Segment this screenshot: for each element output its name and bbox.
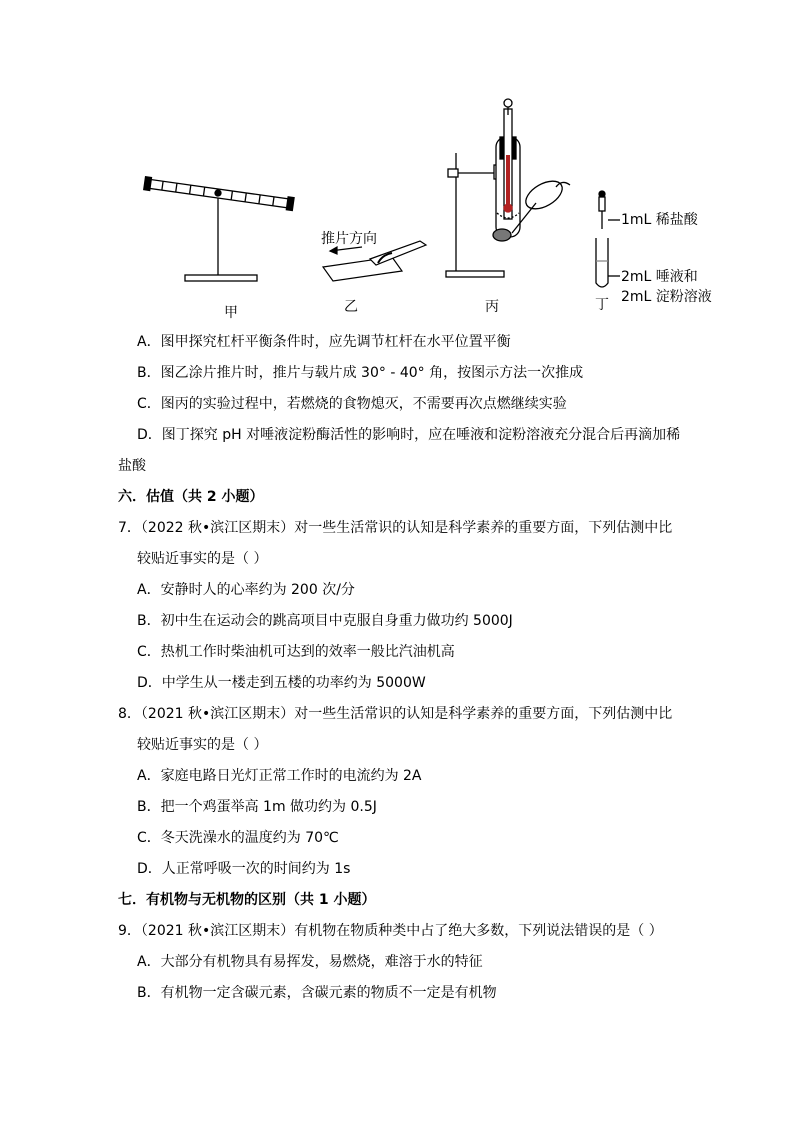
label-bing: 丙 xyxy=(485,299,499,315)
q9-stem: 9．（2021 秋•滨江区期末）有机物在物质种类中占了绝大多数，下列说法错误的是（ ） xyxy=(118,923,663,939)
q6-option-a: A．图甲探究杠杆平衡条件时，应先调节杠杆在水平位置平衡 xyxy=(137,334,511,350)
q6-option-c: C．图丙的实验过程中，若燃烧的食物熄灭，不需要再次点燃继续实验 xyxy=(137,396,567,412)
saliva-label: 2mL 唾液和 xyxy=(621,269,698,285)
experiment-figure xyxy=(130,95,710,325)
q6-option-b: B．图乙涂片推片时，推片与载片成 30° - 40° 角，按图示方法一次推成 xyxy=(137,365,584,381)
q6-option-d-continued: 盐酸 xyxy=(118,458,146,474)
q7-stem: 7．（2022 秋•滨江区期末）对一些生活常识的认知是科学素养的重要方面，下列估测中比 xyxy=(118,520,673,536)
q7-option-d: D．中学生从一楼走到五楼的功率约为 5000W xyxy=(137,675,426,691)
q7-stem-continued: 较贴近事实的是（ ） xyxy=(137,551,268,567)
hcl-label: 1mL 稀盐酸 xyxy=(621,212,698,228)
label-jia: 甲 xyxy=(224,305,238,321)
q8-option-d: D．人正常呼吸一次的时间约为 1s xyxy=(137,861,351,877)
q9-option-a: A．大部分有机物具有易挥发，易燃烧，难溶于水的特征 xyxy=(137,954,483,970)
q8-option-b: B．把一个鸡蛋举高 1m 做功约为 0.5J xyxy=(137,799,377,815)
smear-slides xyxy=(323,241,426,281)
starch-label: 2mL 淀粉溶液 xyxy=(621,289,712,305)
label-yi: 乙 xyxy=(344,299,358,315)
q7-option-a: A．安静时人的心率约为 200 次/分 xyxy=(137,582,355,598)
q7-option-b: B．初中生在运动会的跳高项目中克服自身重力做功约 5000J xyxy=(137,613,513,629)
q8-stem: 8．（2021 秋•滨江区期末）对一些生活常识的认知是科学素养的重要方面，下列估测中比 xyxy=(118,706,673,722)
section-6-heading: 六．估值（共 2 小题） xyxy=(118,489,264,505)
q8-stem-continued: 较贴近事实的是（ ） xyxy=(137,737,268,753)
dropper-and-tube xyxy=(596,191,620,287)
push-direction-label: 推片方向 xyxy=(321,231,377,247)
q7-option-c: C．热机工作时柴油机可达到的效率一般比汽油机高 xyxy=(137,644,455,660)
iron-stand-apparatus xyxy=(446,99,570,277)
q8-option-a: A．家庭电路日光灯正常工作时的电流约为 2A xyxy=(137,768,422,784)
q9-option-b: B．有机物一定含碳元素，含碳元素的物质不一定是有机物 xyxy=(137,985,497,1001)
q6-option-d: D．图丁探究 pH 对唾液淀粉酶活性的影响时，应在唾液和淀粉溶液充分混合后再滴加稀 xyxy=(137,427,681,443)
lever-apparatus xyxy=(144,177,294,281)
section-7-heading: 七．有机物与无机物的区别（共 1 小题） xyxy=(118,892,376,908)
label-ding: 丁 xyxy=(595,297,609,313)
q8-option-c: C．冬天洗澡水的温度约为 70℃ xyxy=(137,830,339,846)
